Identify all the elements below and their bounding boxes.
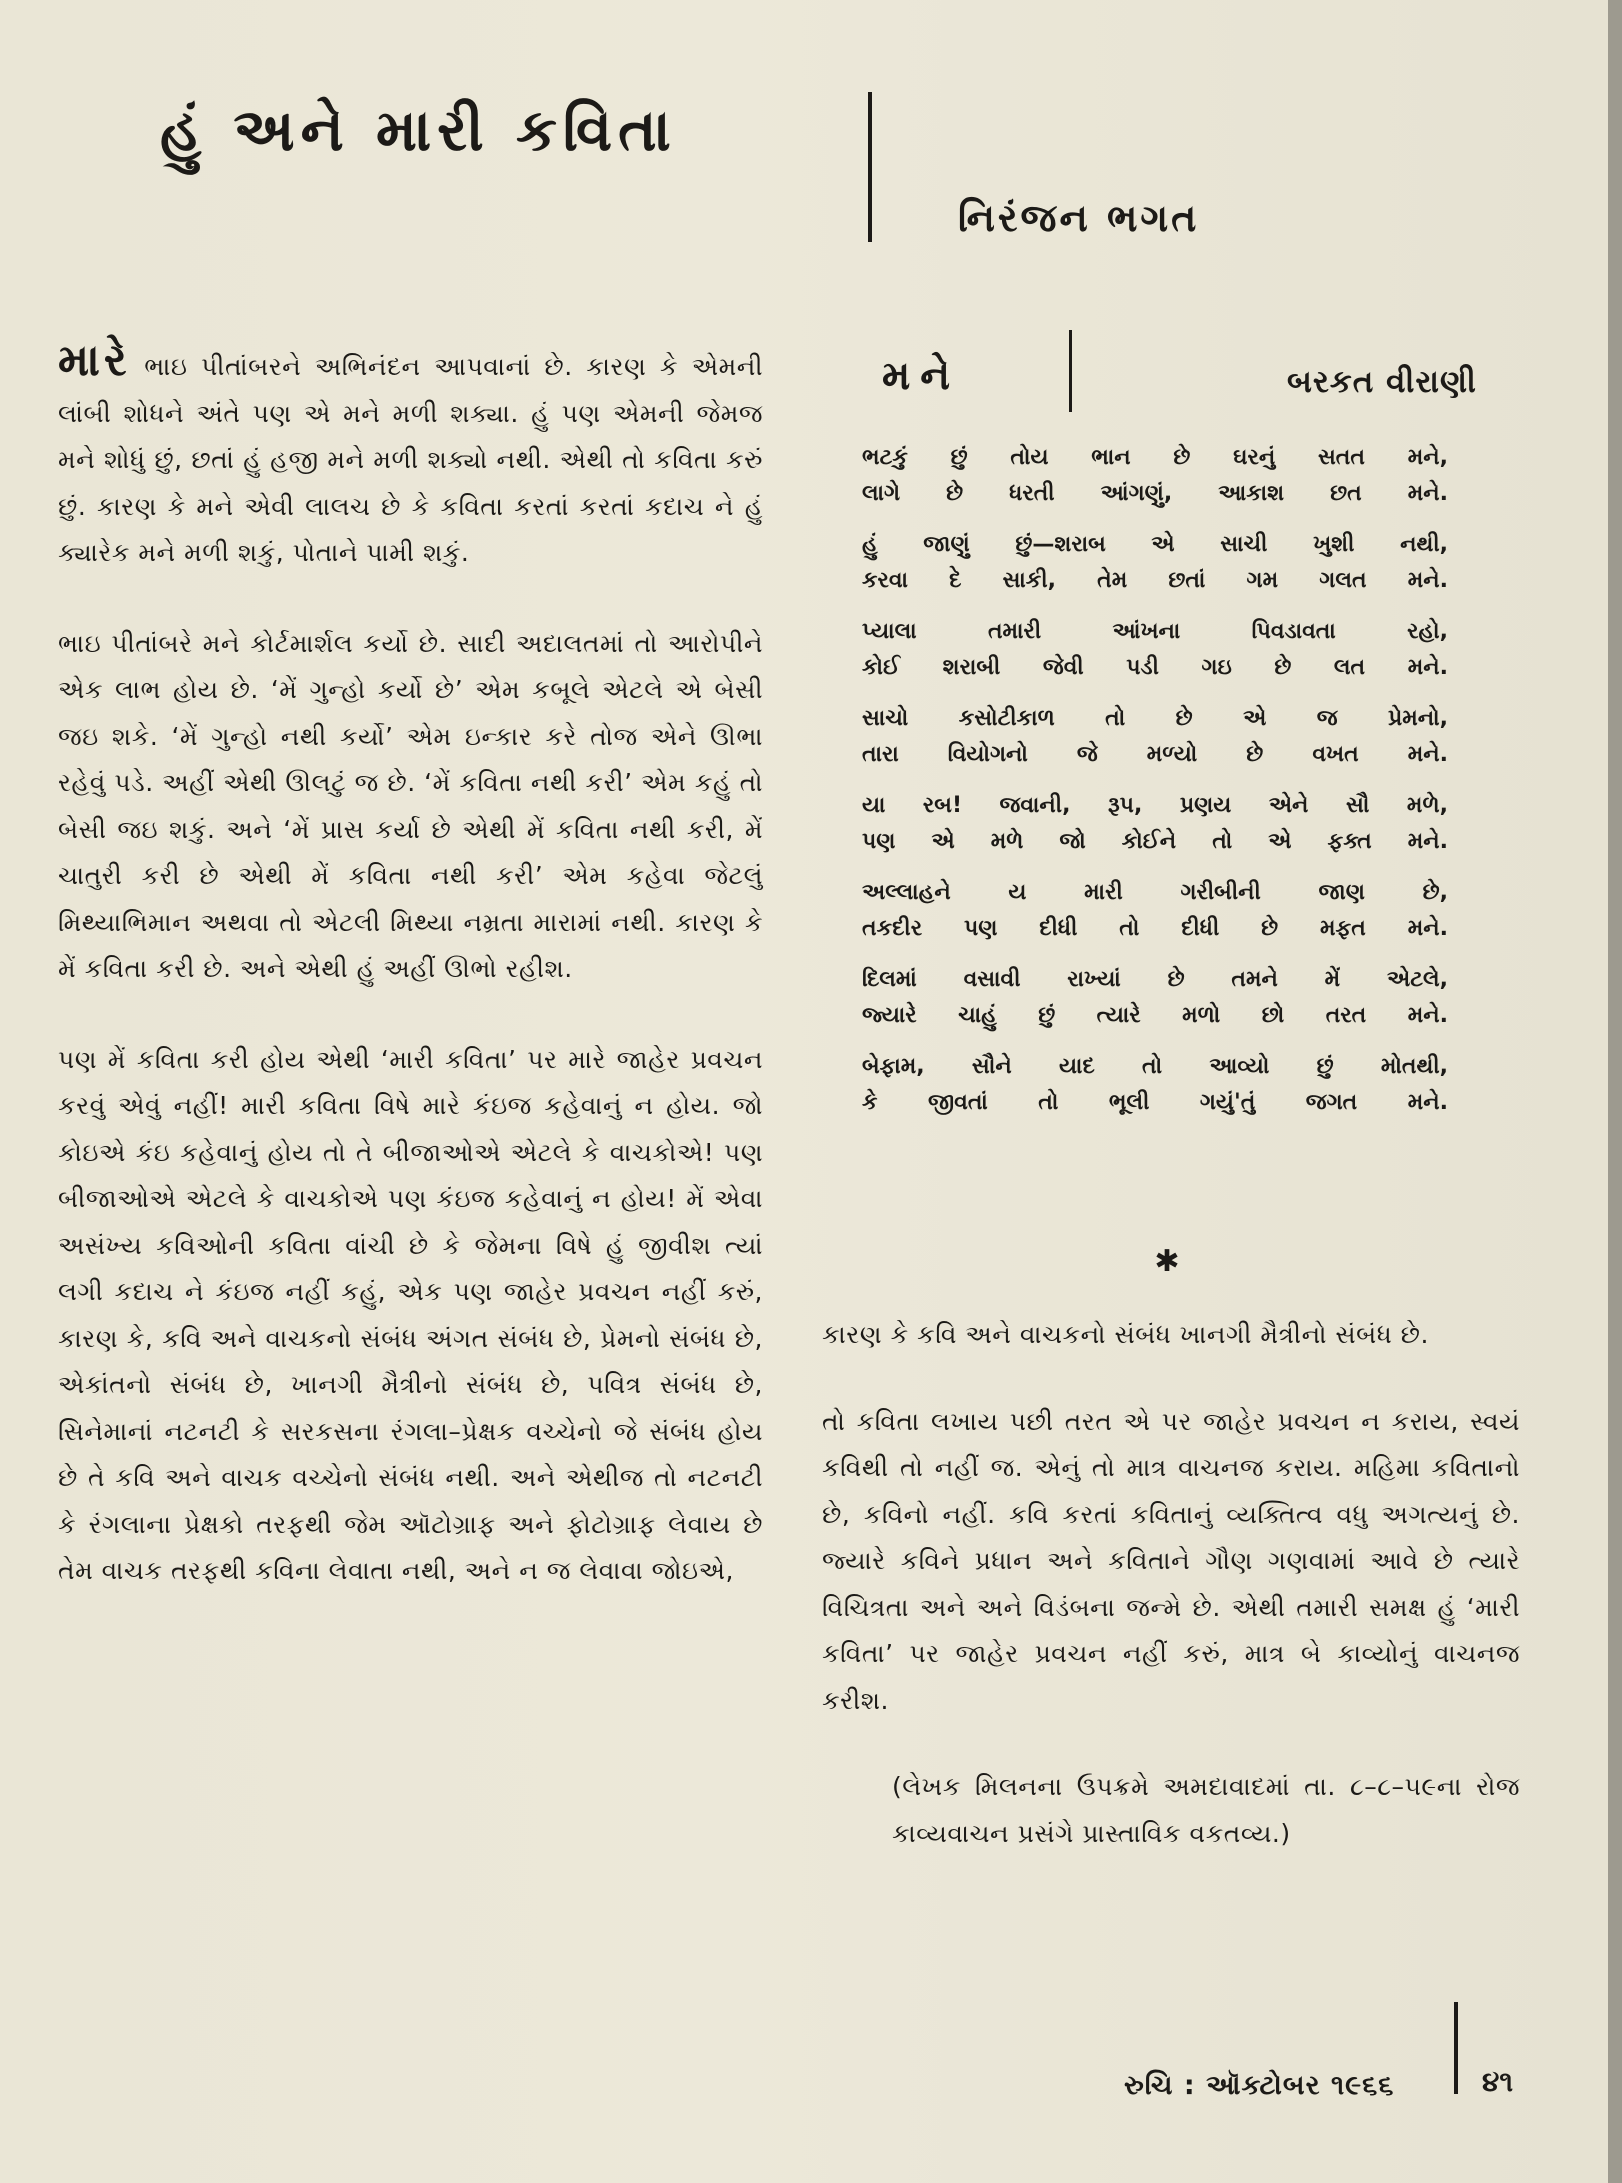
title-divider xyxy=(868,92,872,242)
poem-title: મને xyxy=(882,353,961,399)
paragraph-2: ભાઇ પીતાંબરે મને કોર્ટમાર્શલ કર્યો છે. સાદી અદાલતમાં તો આરોપીને એક લાભ હોય છે. ‘મેં ગુન્હો કર્યો છે’ એમ કબૂલે એટલે એ બેસી જઇ શકે. ‘મેં ગુન્હો નથી કર્યો’ એમ ઇન્કાર કરે તોજ એને ઊભા રહેવું પડે. અહીં એથી ઊલટું જ છે. ‘મેં કવિતા નથી કરી’ એમ કહું તો બેસી જઇ શકું. અને ‘મેં પ્રાસ કર્યા છે એથી મેં કવિતા નથી કરી, મેં ચાતુરી કરી છે એથી મેં કવિતા નથી કરી’ એમ કહેવા જેટલું મિથ્યાભિમાન અથવા તો એટલી મિથ્યા નમ્રતા મારામાં નથી. કારણ કે મેં કવિતા કરી છે. અને એથી હું અહીં ઊભો રહીશ. xyxy=(58,628,763,983)
couplet xyxy=(862,614,1448,686)
couplet xyxy=(862,962,1448,1034)
poem-line: બેફામ, સૌને યાદ તો આવ્યો છું મોતથી, xyxy=(862,1054,1448,1079)
page-edge xyxy=(1608,0,1622,2183)
poem-body xyxy=(862,440,1448,1136)
page-number: ૪૧ xyxy=(1482,2065,1514,2098)
author-note: (લેખક મિલનના ઉપક્રમે અમદાવાદમાં તા. ૮–૮–૫૯ના રોજ કાવ્યવાચન પ્રસંગે પ્રાસ્તાવિક વકતવ્ય.) xyxy=(892,1772,1520,1848)
couplet xyxy=(862,875,1448,947)
poem-line: ભટકું છું તોય ભાન છે ઘરનું સતત મને, xyxy=(862,445,1448,470)
poem-line: જ્યારે ચાહું છું ત્યારે મળો છો તરત મને. xyxy=(862,1003,1448,1028)
couplet xyxy=(862,440,1448,512)
poem-line: અલ્લાહને ય મારી ગરીબીની જાણ છે, xyxy=(862,880,1448,905)
poem-poet: બરકત વીરાણી xyxy=(1287,364,1477,400)
couplet xyxy=(862,788,1448,860)
poem-line: કોઈ શરાબી જેવી પડી ગઇ છે લત મને. xyxy=(862,655,1448,680)
couplet xyxy=(862,701,1448,773)
paragraph-1 xyxy=(58,335,763,577)
couplet xyxy=(862,527,1448,599)
paragraph-3: પણ મેં કવિતા કરી હોય એથી ‘મારી કવિતા’ પર મારે જાહેર પ્રવચન કરવું એવું નહીં! મારી કવિતા વિષે મારે કંઇજ કહેવાનું ન હોય. જો કોઇએ કંઇ કહેવાનું હોય તો તે બીજાઓએ એટલે કે વાચકોએ! પણ બીજાઓએ એટલે કે વાચકોએ પણ કંઇજ કહેવાનું ન હોય! મેં એવા અસંખ્ય કવિઓની કવિતા વાંચી છે કે જેમના વિષે હું જીવીશ ત્યાં લગી કદાચ ને કંઇજ નહીં કહું, એક પણ જાહેર પ્રવચન નહીં કરું, કારણ કે, કવિ અને વાચકનો સંબંધ અંગત સંબંધ છે, પ્રેમનો સંબંધ છે, એકાંતનો સંબંધ છે, ખાનગી મૈત્રીનો સંબંધ છે, પવિત્ર સંબંધ છે, સિનેમાનાં નટનટી કે સરકસના રંગલા–પ્રેક્ષક વચ્ચેનો જે સંબંધ હોય છે તે કવિ અને વાચક વચ્ચેનો સંબંધ નથી. અને એથીજ તો નટનટી કે રંગલાના પ્રેક્ષકો તરફથી જેમ ઑટોગ્રાફ અને ફોટોગ્રાફ લેવાય છે તેમ વાચક તરફથી કવિના લેવાતા નથી, અને ન જ લેવાવા જોઇએ, xyxy=(58,1044,763,1585)
poem-line: કરવા દે સાકી, તેમ છતાં ગમ ગલત મને. xyxy=(862,568,1448,593)
poem-line: લાગે છે ધરતી આંગણું, આકાશ છત મને. xyxy=(862,481,1448,506)
poem-line: કે જીવતાં તો ભૂલી ગયું'તું જગત મને. xyxy=(862,1090,1448,1115)
paragraph-5: તો કવિતા લખાય પછી તરત એ પર જાહેર પ્રવચન ન કરાય, સ્વયં કવિથી તો નહીં જ. એનું તો માત્ર વાચનજ કરાય. મહિમા કવિતાનો છે, કવિનો નહીં. કવિ કરતાં કવિતાનું વ્યક્તિત્વ વધુ અગત્યનું છે. જ્યારે કવિને પ્રધાન અને કવિતાને ગૌણ ગણવામાં આવે છે ત્યારે વિચિત્રતા અને અને વિડંબના જન્મે છે. એથી તમારી સમક્ષ હું ‘મારી કવિતા’ પર જાહેર પ્રવચન નહીં કરું, માત્ર બે કાવ્યોનું વાચનજ કરીશ. xyxy=(822,1406,1520,1715)
poem-line: દિલમાં વસાવી રાખ્યાં છે તમને મેં એટલે, xyxy=(862,967,1448,992)
poem-line: તારા વિયોગનો જે મળ્યો છે વખત મને. xyxy=(862,742,1448,767)
footer-divider xyxy=(1454,2002,1458,2094)
poem-line: પ્યાલા તમારી આંખના પિવડાવતા રહો, xyxy=(862,619,1448,644)
section-separator-asterisk: ✱ xyxy=(1154,1244,1180,1279)
left-column xyxy=(58,335,763,1595)
poem-line: તકદીર પણ દીધી તો દીધી છે મફત મને. xyxy=(862,916,1448,941)
footer-issue: રુચિ : ઑક્ટોબર ૧૯૬૬ xyxy=(1124,2070,1395,2101)
drop-cap: મારે xyxy=(58,335,131,386)
couplet xyxy=(862,1049,1448,1121)
paragraph-1-text: ભાઇ પીતાંબરને અભિનંદન આપવાનાં છે. કારણ કે એમની લાંબી શોધને અંતે પણ એ મને મળી શક્યા. હું પણ એમની જેમજ મને શોધું છું, છતાં હું હજી મને મળી શક્યો નથી. એથી તો કવિતા કરું છું. કારણ કે મને એવી લાલચ છે કે કવિતા કરતાં કરતાં કદાચ ને હું ક્યારેક મને મળી શકું, પોતાને પામી શકું. xyxy=(58,352,763,567)
paragraph-4: કારણ કે કવિ અને વાચકનો સંબંધ ખાનગી મૈત્રીનો સંબંધ છે. xyxy=(822,1320,1429,1349)
right-column xyxy=(822,1312,1520,1857)
poem-line: યા રબ! જવાની, રૂપ, પ્રણય એને સૌ મળે, xyxy=(862,793,1448,818)
poem-line: સાચો કસોટીકાળ તો છે એ જ પ્રેમનો, xyxy=(862,706,1448,731)
poem-line: પણ એ મળે જો કોઈને તો એ ફક્ત મને. xyxy=(862,829,1448,854)
article-author: નિરંજન ભગત xyxy=(958,196,1200,240)
poem-line: હું જાણું છું—શરાબ એ સાચી ખુશી નથી, xyxy=(862,532,1448,557)
article-title: હું અને મારી કવિતા xyxy=(160,96,677,164)
poem-title-divider xyxy=(1069,330,1072,412)
